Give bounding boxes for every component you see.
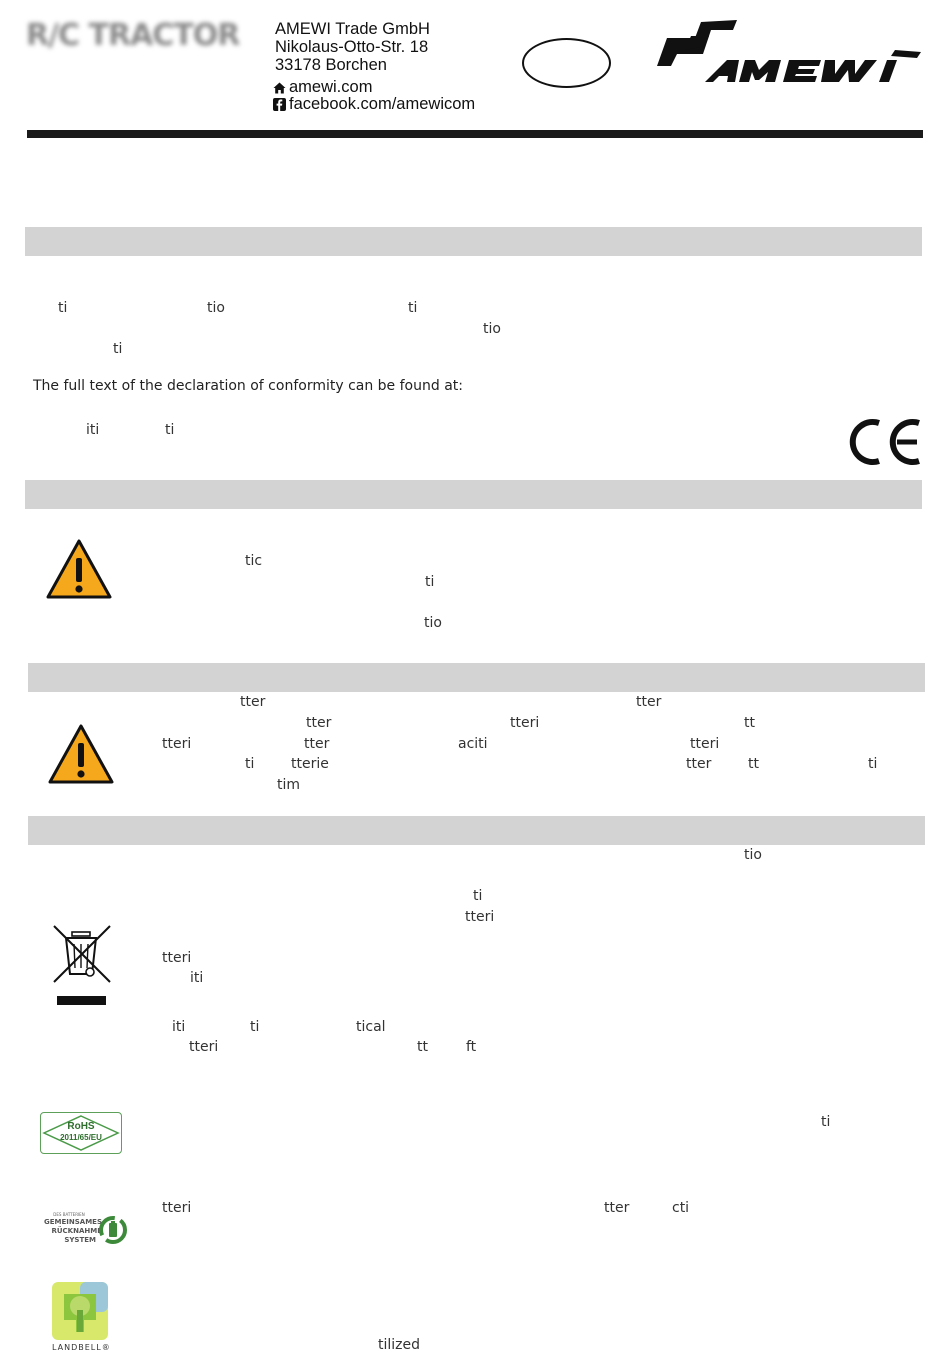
website-link[interactable]: amewi.com	[289, 78, 373, 96]
grs-line3: SYSTEM	[64, 1236, 96, 1244]
text-fragment: tilized	[378, 1337, 421, 1353]
text-fragment: tteri	[465, 909, 495, 925]
section-header-battery	[28, 663, 925, 692]
company-street: Nikolaus-Otto-Str. 18	[275, 38, 429, 56]
text-fragment: tteri	[189, 1039, 219, 1055]
landbell-logo-icon	[50, 1280, 110, 1347]
home-icon	[273, 82, 286, 94]
grs-line2: RÜCKNAHME	[51, 1227, 102, 1235]
grs-line1: GEMEINSAMES	[44, 1218, 102, 1226]
text-fragment: ti	[408, 300, 418, 316]
text-fragment: tt	[744, 715, 755, 731]
ce-mark-icon	[847, 417, 921, 472]
text-fragment: ti	[250, 1019, 260, 1035]
company-address	[275, 20, 430, 74]
text-fragment: tteri	[162, 736, 192, 752]
section-header-conformity	[25, 227, 922, 256]
text-fragment: tteri	[510, 715, 540, 731]
company-name: AMEWI Trade GmbH	[275, 20, 430, 38]
text-fragment: tter	[240, 694, 266, 710]
text-fragment: ti	[868, 756, 878, 772]
text-fragment: tic	[245, 553, 263, 569]
text-fragment: tteri	[162, 950, 192, 966]
facebook-link[interactable]: facebook.com/amewicom	[289, 95, 476, 113]
landbell-label: LANDBELL®	[52, 1343, 111, 1352]
text-fragment: aciti	[458, 736, 488, 752]
section-header-warning	[25, 480, 922, 509]
text-fragment: tter	[306, 715, 332, 731]
product-title: R/C TRACTOR	[26, 18, 240, 53]
facebook-row[interactable]	[273, 96, 475, 113]
rohs-directive: 2011/65/EU	[60, 1133, 102, 1142]
text-fragment: ti	[245, 756, 255, 772]
facebook-icon	[273, 98, 286, 111]
recycle-battery-icon	[98, 1214, 128, 1246]
text-fragment: tim	[277, 777, 301, 793]
battery-warning-triangle-icon	[47, 723, 115, 790]
text-fragment: tio	[744, 847, 762, 863]
text-fragment: tio	[483, 321, 501, 337]
text-fragment: tterie	[291, 756, 329, 772]
text-fragment: ti	[58, 300, 68, 316]
rohs-title: RoHS	[67, 1121, 95, 1132]
contact-links	[273, 79, 475, 113]
text-fragment: tter	[686, 756, 712, 772]
text-fragment: tio	[424, 615, 442, 631]
text-fragment: ti	[113, 341, 123, 357]
amewi-logo-graphic	[655, 16, 925, 88]
grs-line0: DES BATTERIEN	[53, 1212, 85, 1217]
section-header-disposal	[28, 816, 925, 845]
text-fragment: tio	[207, 300, 225, 316]
text-fragment: tt	[748, 756, 759, 772]
amewi-logo	[655, 16, 925, 93]
conformity-sentence: The full text of the declaration of conformity can be found at:	[33, 378, 463, 394]
text-fragment: iti	[190, 970, 204, 986]
text-fragment: tter	[604, 1200, 630, 1216]
crossed-out-bin-icon	[50, 922, 114, 991]
text-fragment: cti	[672, 1200, 690, 1216]
text-fragment: tter	[636, 694, 662, 710]
text-fragment: iti	[86, 422, 100, 438]
rohs-badge	[40, 1112, 122, 1154]
text-fragment: iti	[172, 1019, 186, 1035]
text-fragment: ti	[473, 888, 483, 904]
header-rule	[27, 130, 923, 138]
text-fragment: ti	[165, 422, 175, 438]
text-fragment: ti	[821, 1114, 831, 1130]
text-fragment: tteri	[162, 1200, 192, 1216]
warning-triangle-icon	[45, 538, 113, 605]
text-fragment: tter	[304, 736, 330, 752]
item-number-oval	[522, 38, 611, 88]
company-city: 33178 Borchen	[275, 56, 387, 74]
text-fragment: tical	[356, 1019, 386, 1035]
grs-logo	[36, 1212, 128, 1248]
website-row[interactable]	[273, 79, 475, 96]
text-fragment: tt	[417, 1039, 428, 1055]
text-fragment: ft	[466, 1039, 477, 1055]
text-fragment: ti	[425, 574, 435, 590]
text-fragment: tteri	[690, 736, 720, 752]
weee-black-bar	[57, 996, 106, 1005]
